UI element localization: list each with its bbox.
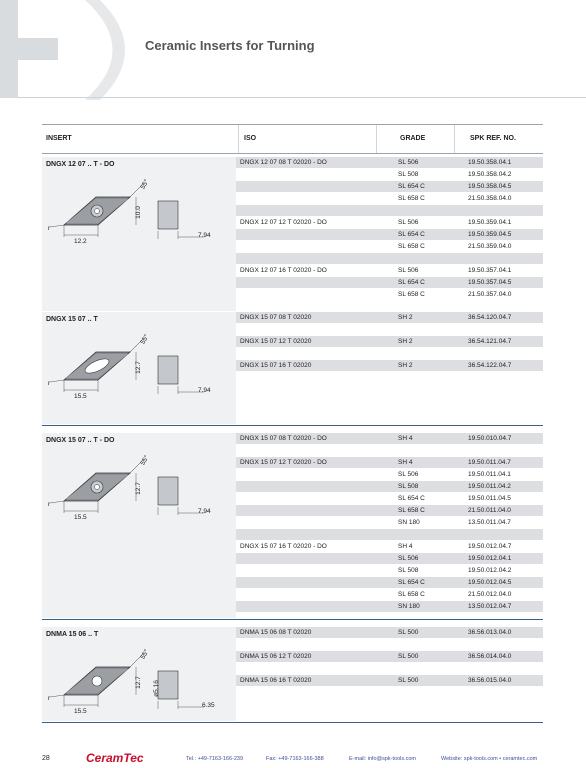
grade: SL 654 C <box>398 279 425 286</box>
grade: SL 500 <box>398 653 419 660</box>
table-row <box>236 193 543 204</box>
grade: SL 506 <box>398 555 419 562</box>
table-row <box>236 169 543 180</box>
footer-tel: Tel.: +49-7163-166-239 <box>186 756 244 762</box>
dimension-label: 7.94 <box>198 508 211 515</box>
iso-code: DNGX 12 07 08 T 02020 - DO <box>240 159 327 166</box>
grade: SL 658 C <box>398 591 425 598</box>
ref-number: 19.50.012.04.2 <box>468 567 512 574</box>
ref-number: 19.50.358.04.1 <box>468 159 512 166</box>
grade: SL 508 <box>398 171 419 178</box>
ref-number: 21.50.011.04.0 <box>468 507 511 514</box>
block-divider <box>42 722 543 723</box>
table-row <box>236 565 543 576</box>
ref-number: 19.50.010.04.7 <box>468 435 512 442</box>
grade: SL 658 C <box>398 507 425 514</box>
dimension-label: r <box>48 695 51 702</box>
table-row <box>236 469 543 480</box>
grade: SL 506 <box>398 219 419 226</box>
table-header <box>42 124 543 154</box>
ref-number: 19.50.011.04.1 <box>468 471 511 478</box>
ref-number: 19.50.358.04.2 <box>468 171 512 178</box>
dimension-label: 7.94 <box>198 387 211 394</box>
grade: SL 658 C <box>398 243 425 250</box>
table-row <box>236 627 543 638</box>
table-row <box>236 289 543 300</box>
ref-number: 21.50.357.04.0 <box>468 291 512 298</box>
table-row <box>236 601 543 612</box>
ref-number: 19.50.357.04.5 <box>468 279 512 286</box>
ref-number: 19.50.012.04.5 <box>468 579 512 586</box>
insert-block <box>42 157 543 311</box>
grade: SH 4 <box>398 543 413 550</box>
table-row <box>236 675 543 686</box>
dimension-label: 15.5 <box>74 393 87 400</box>
col-divider <box>454 125 455 153</box>
ref-number: 13.50.011.04.7 <box>468 519 511 526</box>
table-row <box>236 651 543 662</box>
insert-name: DNGX 12 07 .. T - DO <box>46 161 115 168</box>
dimension-label: 12.7 <box>134 676 142 689</box>
col-divider <box>376 125 377 153</box>
page-title: Ceramic Inserts for Turning <box>145 38 315 53</box>
table-row <box>236 529 543 540</box>
ref-number: 36.56.014.04.0 <box>468 653 512 660</box>
table-row <box>236 181 543 192</box>
block-divider <box>42 425 543 426</box>
ref-number: 21.50.358.04.0 <box>468 195 512 202</box>
dimension-label: 10.0 <box>134 206 142 219</box>
dimension-label: 55° <box>139 333 151 346</box>
ref-number: 36.54.121.04.7 <box>468 338 512 345</box>
ref-number: 19.50.011.04.2 <box>468 483 511 490</box>
insert-name: DNGX 15 07 .. T <box>46 316 98 323</box>
table-row <box>236 481 543 492</box>
grade: SL 508 <box>398 483 419 490</box>
grade: SL 506 <box>398 159 419 166</box>
grade: SL 508 <box>398 567 419 574</box>
ref-number: 19.50.012.04.1 <box>468 555 512 562</box>
table-row <box>236 457 543 468</box>
grade: SN 180 <box>398 519 420 526</box>
grade: SL 506 <box>398 471 419 478</box>
dimension-label: ø5.16 <box>152 680 160 697</box>
table-row <box>236 265 543 276</box>
footer-email: E-mail: info@spk-tools.com <box>349 756 417 762</box>
table-row <box>236 277 543 288</box>
table-row <box>236 324 543 335</box>
grade: SL 500 <box>398 677 419 684</box>
table-row <box>236 505 543 516</box>
iso-code: DNGX 15 07 12 T 02020 - DO <box>240 459 327 466</box>
ref-number: 19.50.357.04.1 <box>468 267 512 274</box>
grade: SH 2 <box>398 314 413 321</box>
grade: SL 658 C <box>398 291 425 298</box>
iso-code: DNMA 15 06 12 T 02020 <box>240 653 312 660</box>
title-divider <box>18 97 586 98</box>
grade: SL 500 <box>398 629 419 636</box>
table-row <box>236 517 543 528</box>
insert-drawing-icon <box>44 175 234 265</box>
iso-code: DNMA 15 06 08 T 02020 <box>240 629 312 636</box>
grade: SL 654 C <box>398 231 425 238</box>
insert-block <box>42 433 543 618</box>
ref-number: 36.54.122.04.7 <box>468 362 512 369</box>
iso-code: DNMA 15 06 16 T 02020 <box>240 677 312 684</box>
dimension-label: 15.5 <box>74 708 87 715</box>
table-row <box>236 217 543 228</box>
table-row <box>236 493 543 504</box>
page-number: 28 <box>42 755 50 762</box>
table-row <box>236 229 543 240</box>
col-ref: SPK REF. NO. <box>470 135 516 142</box>
table-row <box>236 577 543 588</box>
table-row <box>236 639 543 650</box>
grade: SH 2 <box>398 338 413 345</box>
dimension-label: r <box>48 225 51 232</box>
dimension-label: 12.7 <box>134 482 142 495</box>
dimension-label: r <box>48 501 51 508</box>
dimension-label: 15.5 <box>74 514 87 521</box>
insert-name: DNMA 15 06 .. T <box>46 631 99 638</box>
ref-number: 36.54.120.04.7 <box>468 314 512 321</box>
insert-block <box>42 312 543 424</box>
iso-code: DNGX 15 07 16 T 02020 <box>240 362 312 369</box>
dimension-label: 12.7 <box>134 361 142 374</box>
grade: SH 2 <box>398 362 413 369</box>
ref-number: 13.50.012.04.7 <box>468 603 512 610</box>
ref-number: 21.50.359.04.0 <box>468 243 512 250</box>
grade: SL 654 C <box>398 495 425 502</box>
table-row <box>236 663 543 674</box>
dimension-label: 6.35 <box>202 702 215 709</box>
ceramtec-logo: CeramTec <box>86 751 144 765</box>
dimension-label: 12.2 <box>74 238 87 245</box>
grade: SH 4 <box>398 435 413 442</box>
grade: SN 180 <box>398 603 420 610</box>
footer-fax: Fax: +49-7163-166-388 <box>266 756 324 762</box>
ref-number: 36.56.013.04.0 <box>468 629 512 636</box>
footer-website: Website: spk-tools.com • ceramtec.com <box>441 756 538 762</box>
col-grade: GRADE <box>400 135 426 142</box>
table-row <box>236 205 543 216</box>
dimension-label: 55° <box>139 454 151 467</box>
iso-code: DNGX 12 07 16 T 02020 - DO <box>240 267 327 274</box>
ref-number: 19.50.359.04.1 <box>468 219 512 226</box>
table-row <box>236 433 543 444</box>
block-divider <box>42 619 543 620</box>
table-row <box>236 553 543 564</box>
grade: SL 506 <box>398 267 419 274</box>
iso-code: DNGX 15 07 16 T 02020 - DO <box>240 543 327 550</box>
grade: SL 654 C <box>398 579 425 586</box>
ref-number: 19.50.359.04.5 <box>468 231 512 238</box>
ref-number: 19.50.012.04.7 <box>468 543 512 550</box>
ref-number: 19.50.358.04.5 <box>468 183 512 190</box>
iso-code: DNGX 15 07 08 T 02020 - DO <box>240 435 327 442</box>
iso-code: DNGX 15 07 12 T 02020 <box>240 338 312 345</box>
table-row <box>236 445 543 456</box>
grade: SL 658 C <box>398 195 425 202</box>
iso-code: DNGX 12 07 12 T 02020 - DO <box>240 219 327 226</box>
col-divider <box>238 125 239 153</box>
grade: SL 654 C <box>398 183 425 190</box>
col-iso: ISO <box>244 135 257 142</box>
table-row <box>236 312 543 323</box>
iso-code: DNGX 15 07 08 T 02020 <box>240 314 312 321</box>
col-insert: INSERT <box>46 135 72 142</box>
dimension-label: 55° <box>139 648 151 661</box>
table-row <box>236 253 543 264</box>
table-row <box>236 360 543 371</box>
insert-drawing-icon <box>44 451 234 541</box>
table-row <box>236 336 543 347</box>
ref-number: 21.50.012.04.0 <box>468 591 512 598</box>
dimension-label: r <box>48 380 51 387</box>
inserts-table <box>42 124 543 715</box>
corner-decoration-icon <box>0 0 140 100</box>
ref-number: 36.56.015.04.0 <box>468 677 512 684</box>
ref-number: 19.50.011.04.5 <box>468 495 511 502</box>
dimension-label: 7.94 <box>198 232 211 239</box>
insert-name: DNGX 15 07 .. T - DO <box>46 437 115 444</box>
table-row <box>236 157 543 168</box>
insert-drawing-icon <box>44 330 234 420</box>
table-row <box>236 348 543 359</box>
insert-block <box>42 627 543 721</box>
table-row <box>236 241 543 252</box>
table-row <box>236 589 543 600</box>
grade: SH 4 <box>398 459 413 466</box>
table-row <box>236 541 543 552</box>
ref-number: 19.50.011.04.7 <box>468 459 511 466</box>
dimension-label: 55° <box>139 178 151 191</box>
